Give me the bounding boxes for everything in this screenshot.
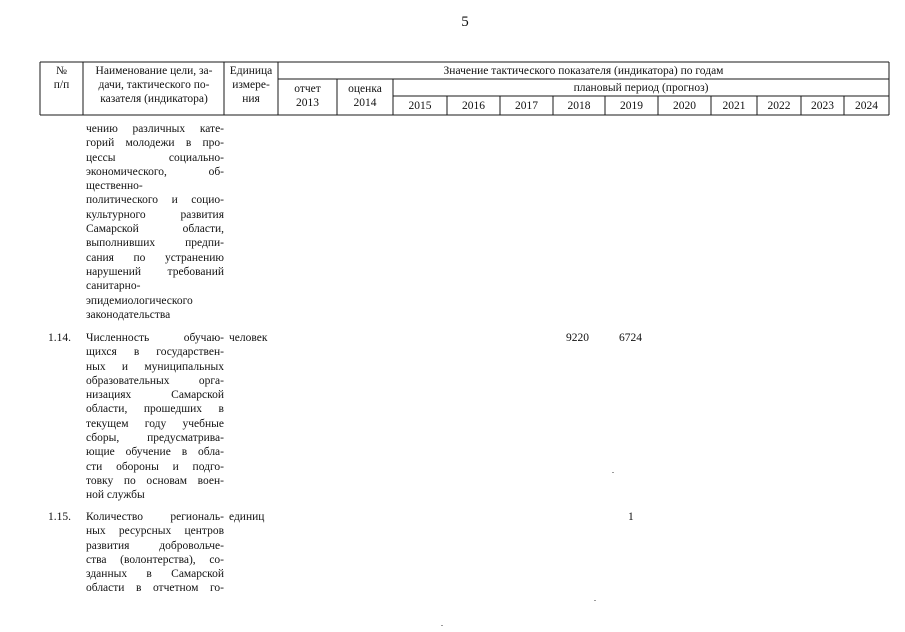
- row-number: 1.15.: [48, 511, 71, 523]
- row-name-line: сборы, предусматрива-: [86, 432, 224, 445]
- row-name-line: зданных в Самарской: [86, 568, 224, 581]
- header-year: 2024: [855, 100, 878, 112]
- row-value-2019: 1: [628, 511, 634, 523]
- header-year: 2023: [811, 100, 834, 112]
- header-name: [86, 64, 222, 106]
- row-name-line: чению различных кате-: [86, 123, 224, 135]
- row-name-line: сания по устранению: [86, 251, 224, 264]
- row-name: [86, 331, 224, 503]
- row-name-line: ющие обучение в обла-: [86, 446, 224, 459]
- row-name-line: Численность обучаю-: [86, 332, 224, 344]
- header-estimate-line: 2014: [353, 97, 377, 109]
- header-name-line: Наименование цели, за-: [95, 65, 213, 77]
- row-name-line: ной службы: [86, 489, 145, 502]
- header-year: 2017: [515, 100, 538, 112]
- row-name-line: области, прошедших в: [86, 403, 224, 416]
- header-estimate: [337, 82, 393, 110]
- header-year: 2020: [673, 100, 696, 112]
- page-number: 5: [461, 14, 469, 30]
- header-estimate-line: оценка: [348, 83, 382, 95]
- row-name-line: ных ресурсных центров: [86, 525, 224, 538]
- row-unit: человек: [229, 332, 268, 344]
- row-unit: единиц: [229, 511, 265, 523]
- header-year: 2021: [722, 100, 746, 112]
- row-name-continuation: [86, 122, 224, 322]
- header-unit-line: Единица: [229, 65, 273, 77]
- row-name-line: Количество региональ-: [86, 511, 224, 523]
- row-name-line: эпидемиологического: [86, 294, 193, 307]
- header-year: 2016: [462, 100, 485, 112]
- row-number: 1.14.: [48, 332, 71, 344]
- row-name-line: образовательных орга-: [86, 374, 224, 387]
- header-number-line-2: п/п: [53, 79, 70, 91]
- row-name-line: политического и социо-: [86, 194, 224, 207]
- header-number: [40, 64, 83, 92]
- row-name-line: развития добровольче-: [86, 539, 224, 552]
- header-year: 2015: [408, 100, 432, 112]
- row-name-line: текущем году учебные: [86, 417, 224, 430]
- row-value-2018: 9220: [566, 332, 589, 344]
- header-report: [278, 82, 337, 110]
- row-name-line: низациях Самарской: [86, 389, 224, 402]
- row-name-line: Самарской области,: [86, 223, 224, 236]
- row-name-line: законодательства: [86, 308, 171, 321]
- row-name-line: ных и муниципальных: [86, 360, 224, 373]
- row-name-line: выполнивших предпи-: [86, 237, 224, 250]
- row-name-line: цессы социально-: [86, 151, 224, 164]
- row-name-line: санитарно-: [86, 280, 141, 293]
- header-values: Значение тактического показателя (индикатора) по годам: [443, 65, 724, 77]
- row-name-line: щественно-: [86, 180, 143, 193]
- header-report-line: отчет: [294, 83, 321, 95]
- header-year: 2018: [567, 100, 591, 112]
- header-unit-line: измере-: [232, 79, 270, 91]
- header-name-line: казателя (индикатора): [100, 93, 208, 105]
- header-plan-period: плановый период (прогноз): [573, 82, 709, 94]
- scan-speck: [612, 472, 614, 473]
- row-name-line: горий молодежи в про-: [86, 137, 224, 150]
- row-name-line: щихся в государствен-: [86, 346, 224, 359]
- header-report-line: 2013: [296, 97, 319, 109]
- header-name-line: дачи, тактического по-: [98, 79, 210, 91]
- row-name-line: культурного развития: [86, 208, 224, 221]
- row-value-2019: 6724: [619, 332, 642, 344]
- header-year: 2019: [620, 100, 643, 112]
- scan-speck: [594, 600, 596, 601]
- row-name-line: нарушений требований: [86, 265, 224, 278]
- row-name-line: ства (волонтерства), со-: [86, 553, 224, 566]
- header-year: 2022: [767, 100, 791, 112]
- row-name-line: товку по основам воен-: [86, 474, 224, 487]
- row-name-line: области в отчетном го-: [86, 582, 224, 595]
- header-unit: [224, 64, 278, 106]
- row-name-line: экономического, об-: [86, 165, 224, 178]
- row-name: [86, 510, 224, 596]
- header-number-line-1: №: [56, 65, 67, 77]
- scan-speck: [441, 625, 443, 626]
- header-unit-line: ния: [242, 93, 260, 105]
- row-name-line: сти обороны и подго-: [86, 460, 224, 473]
